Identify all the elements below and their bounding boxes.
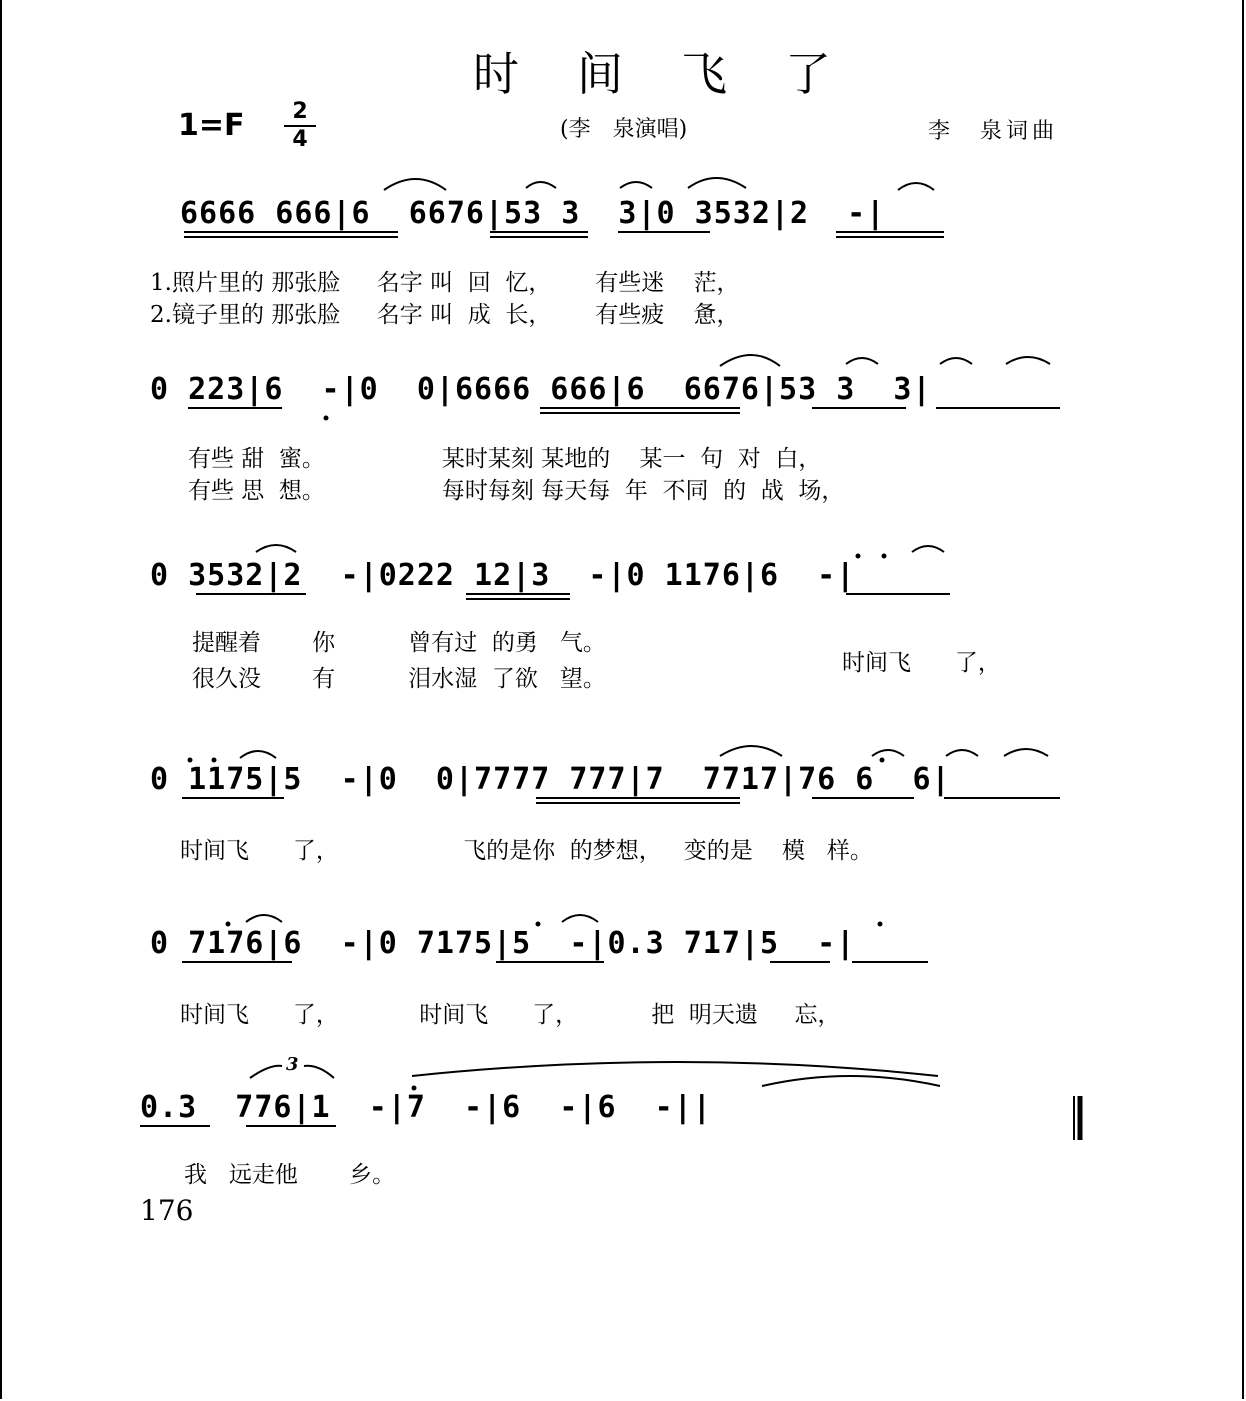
key-signature: 1=F xyxy=(178,108,245,143)
slur xyxy=(898,183,934,190)
slur xyxy=(240,751,276,758)
slur xyxy=(526,182,556,188)
composer-credit: 李 泉词曲 xyxy=(928,119,1059,144)
lyric-row-1-verse-2: 2.镜子里的 那张脸 名字 叫 成 长， 有些疲 惫， xyxy=(150,302,740,328)
slur xyxy=(246,915,282,922)
slur xyxy=(846,358,878,364)
beam-line xyxy=(188,408,1060,413)
lyric-row-3-verse-1: 提醒着 你 曾有过 的勇 气。 xyxy=(192,630,606,656)
triplet-marker: 3 xyxy=(286,1054,299,1075)
octave-dot xyxy=(412,1086,417,1091)
octave-dot xyxy=(188,758,193,763)
beam-line xyxy=(182,798,1060,803)
slur xyxy=(720,355,780,366)
slur xyxy=(256,545,296,552)
lyric-row-5: 时间飞 了， 时间飞 了， 把 明天遗 忘， xyxy=(180,1002,841,1028)
triplet-bracket xyxy=(250,1066,334,1078)
slur xyxy=(384,179,446,190)
slur xyxy=(762,1076,940,1086)
slur xyxy=(620,182,652,188)
octave-dot xyxy=(212,758,217,763)
octave-dot xyxy=(324,416,329,421)
slur xyxy=(940,358,972,364)
lyric-row-2-verse-1: 有些 甜 蜜。 某时某刻 某地的 某一 句 对 白， xyxy=(188,446,822,472)
octave-dot xyxy=(226,922,231,927)
slur xyxy=(872,750,904,756)
slur xyxy=(688,178,746,188)
page-number: 176 xyxy=(140,1194,194,1227)
notation-row-2: 0 223|6 -|0 0|6666 666|6 6676|53 3 3| xyxy=(150,372,932,407)
lyric-row-4: 时间飞 了， 飞的是你 的梦想， 变的是 模 样。 xyxy=(180,838,873,864)
notation-row-4: 0 1175|5 -|0 0|7777 777|7 7717|76 6 6| xyxy=(150,762,951,797)
notation-row-6: 0.3 776|1 -|7 -|6 -|6 -|| xyxy=(140,1090,712,1125)
notation-row-5: 0 7176|6 -|0 7175|5 -|0.3 717|5 -| xyxy=(150,926,856,961)
slur xyxy=(412,1062,938,1076)
lyric-row-2-verse-2: 有些 思 想。 每时每刻 每天每 年 不同 的 战 场， xyxy=(188,478,845,504)
lyric-row-1-verse-1: 1.照片里的 那张脸 名字 叫 回 忆， 有些迷 茫， xyxy=(150,270,740,296)
slur xyxy=(946,750,978,756)
slur xyxy=(912,546,944,552)
slur xyxy=(562,915,598,922)
lyric-row-3-chorus: 时间飞 了， xyxy=(842,650,1001,676)
octave-dot xyxy=(856,554,861,559)
octave-dot xyxy=(536,922,541,927)
lyric-row-3-verse-2: 很久没 有 泪水湿 了欲 望。 xyxy=(192,666,606,692)
notation-row-3: 0 3532|2 -|0222 12|3 -|0 1176|6 -| xyxy=(150,558,856,593)
song-title: 时间飞了 xyxy=(473,47,889,101)
slur xyxy=(720,746,782,756)
beam-line xyxy=(184,232,944,237)
notation-row-1: 6666 666|6 6676|53 3 3|0 3532|2 -| xyxy=(180,196,886,231)
lyric-row-6: 我 远走他 乡。 xyxy=(184,1162,396,1188)
slur xyxy=(1004,749,1048,756)
beam-line xyxy=(196,594,950,599)
octave-dot xyxy=(878,922,883,927)
performer-credit: (李 泉演唱) xyxy=(560,117,688,142)
meter-bottom: 4 xyxy=(292,127,308,152)
slur xyxy=(1006,357,1050,364)
octave-dot xyxy=(882,554,887,559)
octave-dot xyxy=(880,758,885,763)
meter-top: 2 xyxy=(292,99,308,124)
